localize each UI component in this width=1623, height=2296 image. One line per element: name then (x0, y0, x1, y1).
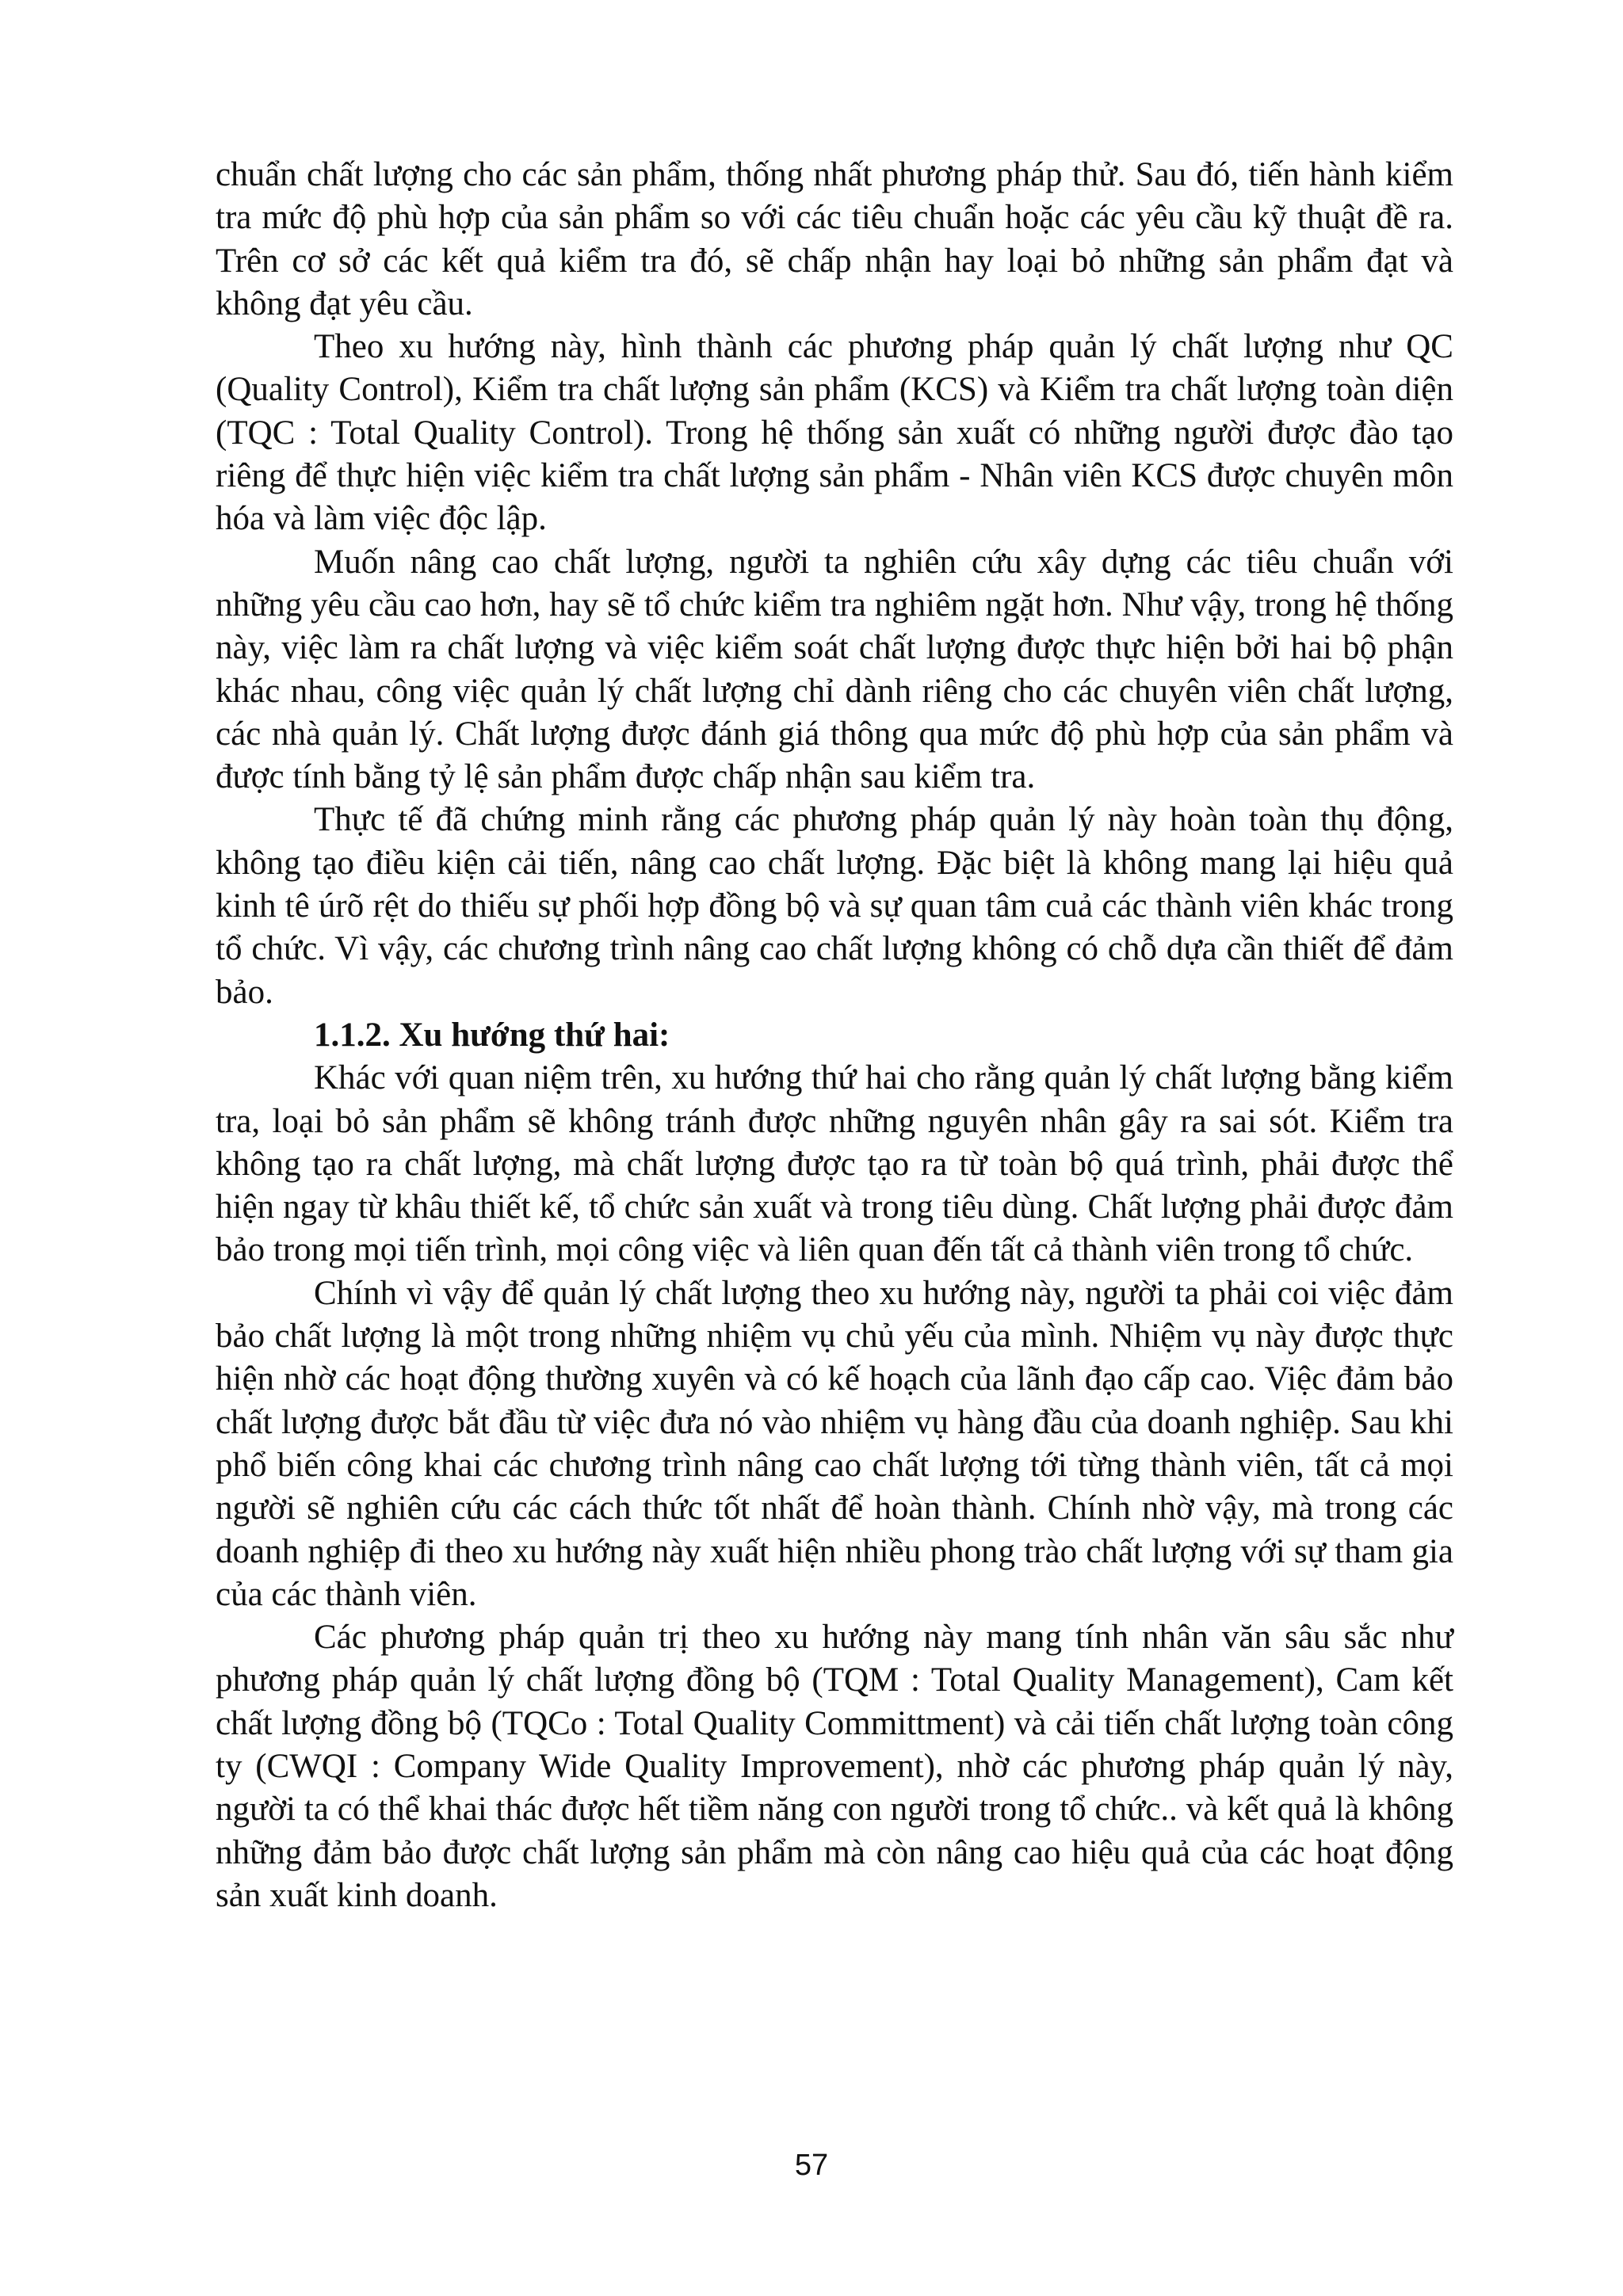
paragraph-humanistic-methods: Các phương pháp quản trị theo xu hướng này mang tính nhân văn sâu sắc như phương pháp quản lý chất lượng đồng bộ (TQM : Total Quality Management), Cam kết chất lượng đồng bộ (TQCo : Total Quality Committment) và cải tiến chất lượng toàn công ty (CWQI : Company Wide Quality Improvement), nhờ các phương pháp quản lý này, người ta có thể khai thác được hết tiềm năng con người trong tổ chức.. và kết quả là không những đảm bảo được chất lượng sản phẩm mà còn nâng cao hiệu quả của các hoạt động sản xuất kinh doanh. (216, 1619, 1453, 1914)
section-heading: 1.1.2. Xu hướng thứ hai: (314, 1016, 670, 1054)
page-body (216, 154, 1453, 1917)
paragraph-raising-quality: Muốn nâng cao chất lượng, người ta nghiên cứu xây dựng các tiêu chuẩn với những yêu cầu cao hơn, hay sẽ tổ chức kiểm tra nghiêm ngặt hơn. Như vậy, trong hệ thống này, việc làm ra chất lượng và việc kiểm soát chất lượng được thực hiện bởi hai bộ phận khác nhau, công việc quản lý chất lượng chỉ dành riêng cho các chuyên viên chất lượng, các nhà quản lý. Chất lượng được đánh giá thông qua mức độ phù hợp của sản phẩm và được tính bằng tỷ lệ sản phẩm được chấp nhận sau kiểm tra. (216, 543, 1453, 796)
page-number: 57 (794, 2149, 829, 2182)
paragraph-continuation: chuẩn chất lượng cho các sản phẩm, thống nhất phương pháp thử. Sau đó, tiến hành kiểm tra mức độ phù hợp của sản phẩm so với các tiêu chuẩn hoặc các yêu cầu kỹ thuật đề ra. Trên cơ sở các kết quả kiểm tra đó, sẽ chấp nhận hay loại bỏ những sản phẩm đạt và không đạt yêu cầu. (216, 156, 1453, 322)
paragraph-quality-assurance: Chính vì vậy để quản lý chất lượng theo xu hướng này, người ta phải coi việc đảm bảo chất lượng là một trong những nhiệm vụ chủ yếu của mình. Nhiệm vụ này được thực hiện nhờ các hoạt động thường xuyên và có kế hoạch của lãnh đạo cấp cao. Việc đảm bảo chất lượng được bắt đầu từ việc đưa nó vào nhiệm vụ hàng đầu của doanh nghiệp. Sau khi phổ biến công khai các chương trình nâng cao chất lượng tới từng thành viên, tất cả mọi người sẽ nghiên cứu các cách thức tốt nhất để hoàn thành. Chính nhờ vậy, mà trong các doanh nghiệp đi theo xu hướng này xuất hiện nhiều phong trào chất lượng với sự tham gia của các thành viên. (216, 1274, 1453, 1613)
paragraph-passive-methods: Thực tế đã chứng minh rằng các phương pháp quản lý này hoàn toàn thụ động, không tạo điều kiện cải tiến, nâng cao chất lượng. Đặc biệt là không mang lại hiệu quả kinh tê úrõ rệt do thiếu sự phối hợp đồng bộ và sự quan tâm cuả các thành viên khác trong tổ chức. Vì vậy, các chương trình nâng cao chất lượng không có chỗ dựa cần thiết để đảm bảo. (216, 801, 1453, 1011)
paragraph-second-trend: Khác với quan niệm trên, xu hướng thứ hai cho rằng quản lý chất lượng bằng kiểm tra, loại bỏ sản phẩm sẽ không tránh được những nguyên nhân gây ra sai sót. Kiểm tra không tạo ra chất lượng, mà chất lượng được tạo ra từ toàn bộ quá trình, phải được thể hiện ngay từ khâu thiết kế, tổ chức sản xuất và trong tiêu dùng. Chất lượng phải được đảm bảo trong mọi tiến trình, mọi công việc và liên quan đến tất cả thành viên trong tổ chức. (216, 1059, 1453, 1269)
paragraph-qc-methods: Theo xu hướng này, hình thành các phương pháp quản lý chất lượng như QC (Quality Control), Kiểm tra chất lượng sản phẩm (KCS) và Kiểm tra chất lượng toàn diện (TQC : Total Quality Control). Trong hệ thống sản xuất có những người được đào tạo riêng để thực hiện việc kiểm tra chất lượng sản phẩm - Nhân viên KCS được chuyên môn hóa và làm việc độc lập. (216, 328, 1453, 538)
